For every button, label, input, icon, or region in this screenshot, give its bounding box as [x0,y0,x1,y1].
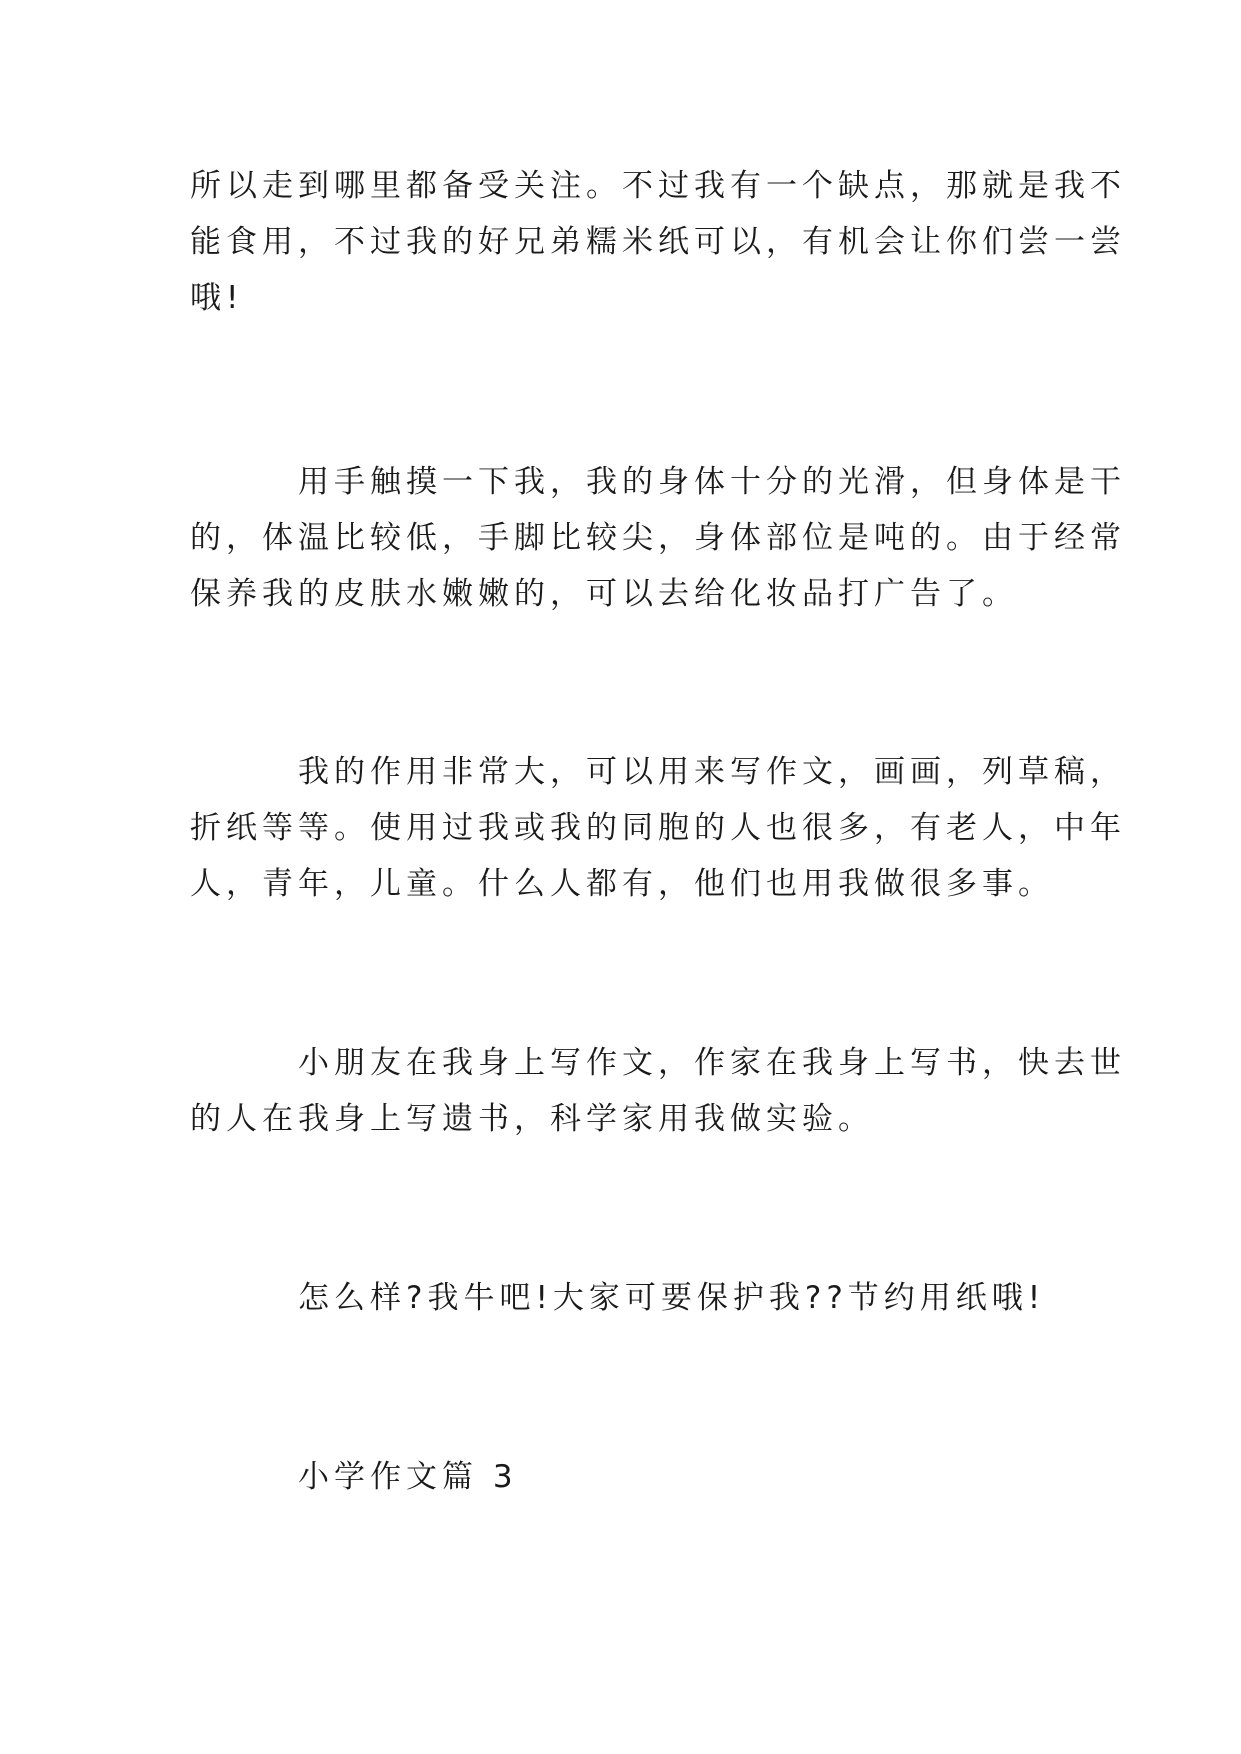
section-heading: 小学作文篇 3 [298,1459,518,1495]
text-line: 的人在我身上写遗书，科学家用我做实验。 [190,1101,874,1137]
text-line: 能食用，不过我的好兄弟糯米纸可以，有机会让你们尝一尝 [190,224,1126,260]
paragraph-first-line: 小朋友在我身上写作文，作家在我身上写书，快去世 [298,1045,1126,1081]
paragraph-first-line: 用手触摸一下我，我的身体十分的光滑，但身体是干 [298,464,1126,500]
paragraph-first-line: 怎么样?我牛吧!大家可要保护我??节约用纸哦! [298,1280,1046,1316]
text-line: 的，体温比较低，手脚比较尖，身体部位是吨的。由于经常 [190,520,1126,556]
text-line: 保养我的皮肤水嫩嫩的，可以去给化妆品打广告了。 [190,576,1018,612]
text-line: 人，青年，儿童。什么人都有，他们也用我做很多事。 [190,866,1054,902]
text-line: 所以走到哪里都备受关注。不过我有一个缺点，那就是我不 [190,168,1126,204]
paragraph-first-line: 我的作用非常大，可以用来写作文，画画，列草稿， [298,754,1126,790]
text-line: 折纸等等。使用过我或我的同胞的人也很多，有老人，中年 [190,810,1126,846]
text-line: 哦! [190,280,244,316]
